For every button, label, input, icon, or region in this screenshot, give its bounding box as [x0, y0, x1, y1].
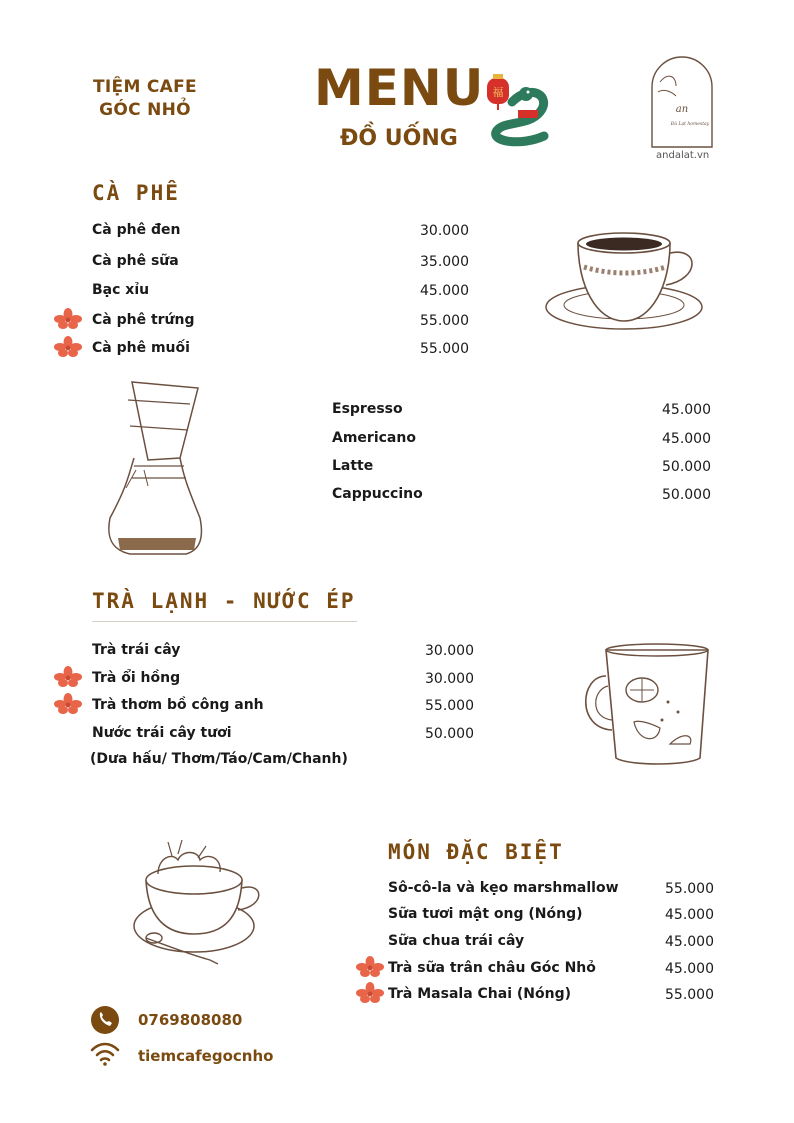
- menu-item-name: Trà trái cây: [92, 642, 181, 658]
- menu-item-price: 45.000: [420, 283, 469, 299]
- wifi-icon: [90, 1042, 120, 1066]
- phone-icon: [91, 1006, 119, 1034]
- menu-item-price: 30.000: [425, 671, 474, 687]
- menu-item-name: Americano: [332, 430, 416, 446]
- juice-note: (Dưa hấu/ Thơm/Táo/Cam/Chanh): [90, 751, 348, 767]
- menu-item-price: 55.000: [420, 341, 469, 357]
- menu-item-price: 45.000: [665, 961, 714, 977]
- shop-name: [80, 76, 210, 122]
- section-title-tea: TRÀ LẠNH - NƯỚC ÉP: [92, 589, 356, 613]
- snake-lantern-illustration: [482, 72, 562, 152]
- menu-item-price: 55.000: [665, 987, 714, 1003]
- menu-item-price: 45.000: [662, 431, 711, 447]
- menu-item-name: Cappuccino: [332, 486, 423, 502]
- hot-chocolate-sketch: [128, 830, 268, 970]
- menu-item-name: Nước trái cây tươi: [92, 725, 232, 741]
- phone-number[interactable]: 0769808080: [138, 1011, 243, 1029]
- menu-item-name: Espresso: [332, 401, 403, 417]
- menu-item-price: 55.000: [665, 881, 714, 897]
- menu-item-price: 55.000: [425, 698, 474, 714]
- menu-item-name: Cà phê trứng: [92, 312, 195, 328]
- svg-text:an: an: [675, 104, 689, 115]
- section-title-special: MÓN ĐẶC BIỆT: [388, 840, 564, 864]
- chemex-sketch: [100, 378, 210, 558]
- menu-item-name: Sữa tươi mật ong (Nóng): [388, 906, 583, 922]
- menu-item-price: 35.000: [420, 254, 469, 270]
- menu-item-name: Sữa chua trái cây: [388, 933, 525, 949]
- menu-item-price: 50.000: [662, 487, 711, 503]
- menu-item-name: Trà ổi hồng: [92, 670, 181, 686]
- shop-name-line2: GÓC NHỎ: [99, 100, 191, 120]
- menu-item-name: Sô-cô-la và kẹo marshmallow: [388, 880, 619, 896]
- menu-item-price: 45.000: [665, 907, 714, 923]
- andalat-logo: [646, 52, 718, 162]
- menu-item-price: 50.000: [425, 726, 474, 742]
- coffee-cup-sketch: [540, 225, 710, 335]
- section-title-coffee: CÀ PHÊ: [92, 181, 180, 205]
- menu-item-name: Bạc xỉu: [92, 282, 150, 298]
- menu-item-name: Trà sữa trân châu Góc Nhỏ: [388, 960, 596, 976]
- menu-item-price: 50.000: [662, 459, 711, 475]
- menu-item-name: Cà phê đen: [92, 222, 181, 238]
- menu-item-price: 45.000: [665, 934, 714, 950]
- menu-item-name: Trà thơm bồ công anh: [92, 697, 264, 713]
- menu-item-price: 30.000: [420, 223, 469, 239]
- wifi-name: tiemcafegocnho: [138, 1047, 274, 1065]
- menu-subtitle: ĐỒ UỐNG: [340, 126, 458, 151]
- menu-item-price: 45.000: [662, 402, 711, 418]
- menu-item-name: Latte: [332, 458, 374, 474]
- menu-item-name: Trà Masala Chai (Nóng): [388, 986, 571, 1002]
- menu-item-name: Cà phê sữa: [92, 253, 179, 269]
- menu-item-price: 30.000: [425, 643, 474, 659]
- shop-name-line1: TIỆM CAFE: [93, 77, 197, 97]
- menu-title: MENU: [314, 59, 485, 117]
- logo-tagline: Đà Lạt homestay: [670, 122, 710, 127]
- menu-item-name: Cà phê muối: [92, 340, 190, 356]
- section-divider: [92, 621, 357, 622]
- iced-tea-jar-sketch: [578, 632, 718, 772]
- menu-item-price: 55.000: [420, 313, 469, 329]
- logo-text: andalat.vn: [656, 150, 710, 161]
- svg-text:福: 福: [492, 86, 504, 99]
